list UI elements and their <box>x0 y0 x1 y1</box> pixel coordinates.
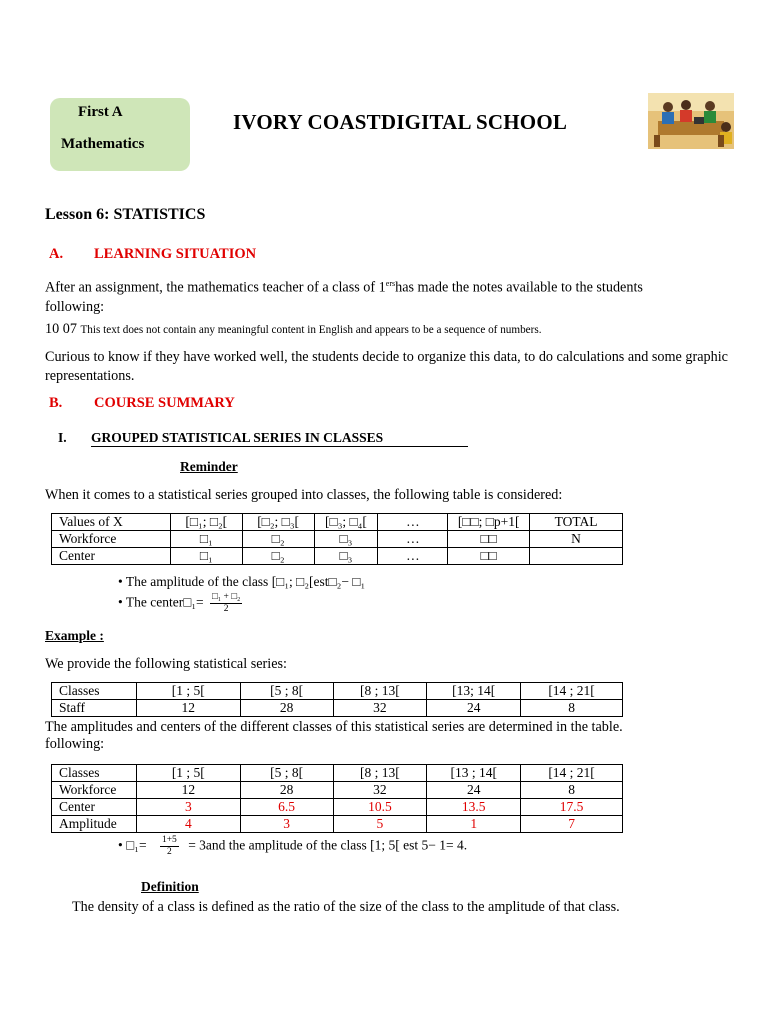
table-row: Workforce 12 28 32 24 8 <box>52 782 623 799</box>
statistical-series-table <box>51 682 623 717</box>
example-center-bullet: • □₁= $\frac{1+5}{2}$ = 3and the amplitude of the class [1; 5[ est 5− 1= 4. <box>118 835 468 857</box>
section-b-letter: B. <box>49 395 63 411</box>
example-fraction: $\frac{1+5}{2}$ <box>161 835 177 857</box>
general-class-table <box>51 513 623 565</box>
definition-text: The density of a class is defined as the ratio of the size of the class to the amplitude of that class. <box>72 899 620 915</box>
section-a-title: LEARNING SITUATION <box>94 246 257 262</box>
section-b-title: COURSE SUMMARY <box>94 395 235 411</box>
table-row: Center 3 6.5 10.5 13.5 17.5 <box>52 799 623 816</box>
definition-heading: Definition <box>141 879 199 894</box>
students-at-table-illustration <box>648 93 734 149</box>
section-a-letter: A. <box>49 246 64 262</box>
amplitude-center-table <box>51 764 623 833</box>
example-text: We provide the following statistical series: <box>45 656 287 672</box>
table-row: Staff 12 28 32 24 8 <box>52 700 623 717</box>
table-row: Amplitude 4 3 5 1 7 <box>52 816 623 833</box>
reminder-heading: Reminder <box>180 459 238 474</box>
table-row: Classes [1 ; 5[ [5 ; 8[ [8 ; 13[ [13; 14[ [14 ; 21[ <box>52 683 623 700</box>
table-row: Values of X [□₁; □₂[ [□₂; □₃[ [□₃; □₄[ … [□□; □p+1[ TOTAL <box>52 514 623 531</box>
school-name: IVORY COASTDIGITAL SCHOOL <box>233 110 568 134</box>
section-i-number: I. <box>58 430 67 445</box>
table-row: Classes [1 ; 5[ [5 ; 8[ [8 ; 13[ [13 ; 14[ [14 ; 21[ <box>52 765 623 782</box>
class-badge <box>50 98 190 171</box>
center-fraction: $\frac{\text{□₁ + □₂}}{2}$ <box>212 592 241 614</box>
section-i-title: GROUPED STATISTICAL SERIES IN CLASSES <box>91 430 468 447</box>
center-bullet: • The center□₁= $\frac{\text{□₁ + □₂}}{2}$ <box>118 592 241 614</box>
badge-subject: Mathematics <box>61 136 145 152</box>
reminder-text: When it comes to a statistical series grouped into classes, the following table is considered: <box>45 487 563 503</box>
lesson-title: Lesson 6: STATISTICS <box>45 206 206 223</box>
notes-line: 10 07 This text does not contain any meaningful content in English and appears to be a sequence of numbers. <box>45 321 542 337</box>
amplitudes-text: The amplitudes and centers of the different classes of this statistical series are determined in the table. following: <box>45 719 623 752</box>
table-row: Center □₁ □₂ □₃ … □□ <box>52 548 623 565</box>
example-heading: Example : <box>45 628 104 643</box>
paragraph-assignment: After an assignment, the mathematics teacher of a class of 1ershas made the notes available to the students following: <box>45 279 643 315</box>
amplitude-bullet: • The amplitude of the class [□₁; □₂[est□₂− □₁ <box>118 574 366 589</box>
paragraph-curious: Curious to know if they have worked well, the students decide to organize this data, to do calculations and some graphic representations. <box>45 349 728 384</box>
badge-class: First A <box>78 104 123 120</box>
table-row: Workforce □₁ □₂ □₃ … □□ N <box>52 531 623 548</box>
